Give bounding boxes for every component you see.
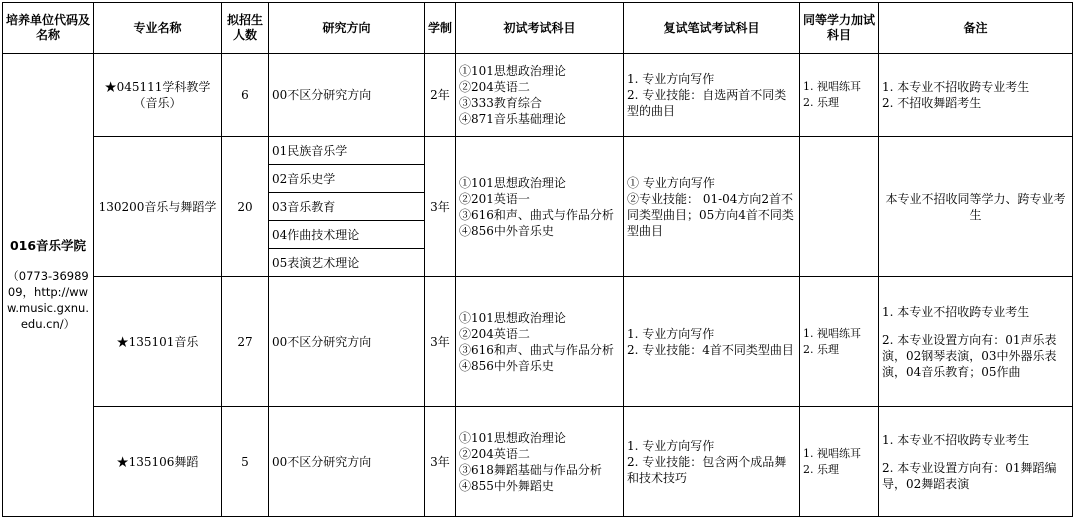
enroll-count: 5 <box>222 407 269 517</box>
header-row <box>3 3 1073 54</box>
remarks <box>879 137 1073 277</box>
direction: 05表演艺术理论 <box>269 249 425 277</box>
header-prelim: 初试考试科目 <box>456 3 624 54</box>
years: 2年 <box>425 54 456 137</box>
equiv-subject: 1. 视唱练耳 <box>803 326 861 340</box>
retest-subject: 2. 专业技能：4首不同类型曲目 <box>627 342 794 357</box>
retest-subject: 2. 专业技能：自选两首不同类型的曲目 <box>627 88 787 118</box>
equiv-subjects <box>800 137 879 277</box>
retest-subjects <box>624 137 800 277</box>
prelim-subject: ④856中外音乐史 <box>459 223 554 238</box>
direction: 03音乐教育 <box>269 193 425 221</box>
enroll-count: 20 <box>222 137 269 277</box>
years: 3年 <box>425 277 456 407</box>
unit-contact: （0773-3698909，http://www.music.gxnu.edu.cn/） <box>7 269 89 331</box>
prelim-subject: ②204英语二 <box>459 326 530 341</box>
equiv-subject: 1. 视唱练耳 <box>803 80 861 93</box>
header-retest: 复试笔试考试科目 <box>624 3 800 54</box>
equiv-subjects <box>800 277 879 407</box>
header-enroll: 拟招生人数 <box>222 3 269 54</box>
enroll-count: 6 <box>222 54 269 137</box>
major-name: ★135101音乐 <box>94 277 222 407</box>
header-equiv: 同等学力加试科目 <box>800 3 879 54</box>
table-row <box>3 54 1073 137</box>
prelim-subject: ③333教育综合 <box>459 96 542 110</box>
remarks <box>879 277 1073 407</box>
prelim-subject: ①101思想政治理论 <box>459 430 566 445</box>
direction: 00不区分研究方向 <box>269 277 425 407</box>
header-remarks: 备注 <box>879 3 1073 54</box>
header-direction: 研究方向 <box>269 3 425 54</box>
unit-name: 016音乐学院 <box>9 238 87 253</box>
prelim-subjects <box>456 277 624 407</box>
major-name: 130200音乐与舞蹈学 <box>94 137 222 277</box>
prelim-subjects <box>456 54 624 137</box>
major-name: ★045111学科教学（音乐） <box>94 54 222 137</box>
direction: 02音乐史学 <box>269 165 425 193</box>
enroll-count: 27 <box>222 277 269 407</box>
prelim-subject: ④871音乐基础理论 <box>459 112 566 126</box>
remarks <box>879 54 1073 137</box>
table-row <box>3 277 1073 407</box>
direction: 04作曲技术理论 <box>269 221 425 249</box>
remark-line: 2. 本专业设置方向有：01声乐表演，02钢琴表演，03中外器乐表演，04音乐教育；05作曲 <box>882 332 1057 379</box>
prelim-subjects <box>456 407 624 517</box>
retest-subjects <box>624 54 800 137</box>
years: 3年 <box>425 407 456 517</box>
remark-line: 1. 本专业不招收跨专业考生 <box>882 304 1030 319</box>
retest-subject: ②专业技能： 01-04方向2首不同类型曲目；05方向4首不同类型曲目 <box>627 191 794 238</box>
remark-spacer <box>882 448 1069 460</box>
prelim-subject: ④855中外舞蹈史 <box>459 478 554 493</box>
header-years: 学制 <box>425 3 456 54</box>
retest-subjects <box>624 407 800 517</box>
unit-cell <box>3 54 94 517</box>
direction: 00不区分研究方向 <box>269 407 425 517</box>
remark-line: 2. 不招收舞蹈考生 <box>882 96 982 110</box>
remark-spacer <box>882 320 1069 332</box>
prelim-subject: ①101思想政治理论 <box>459 310 566 325</box>
remarks <box>879 407 1073 517</box>
header-major: 专业名称 <box>94 3 222 54</box>
retest-subject: 1. 专业方向写作 <box>627 72 715 86</box>
prelim-subject: ①101思想政治理论 <box>459 175 566 190</box>
remark-line: 1. 本专业不招收跨专业考生 <box>882 432 1030 447</box>
direction: 00不区分研究方向 <box>269 54 425 137</box>
prelim-subject: ①101思想政治理论 <box>459 64 566 78</box>
prelim-subject: ④856中外音乐史 <box>459 358 554 373</box>
prelim-subject: ③616和声、曲式与作品分析 <box>459 207 614 222</box>
prelim-subjects <box>456 137 624 277</box>
retest-subject: 1. 专业方向写作 <box>627 438 715 453</box>
equiv-subjects <box>800 54 879 137</box>
equiv-subject: 1. 视唱练耳 <box>803 446 861 460</box>
retest-subject: 1. 专业方向写作 <box>627 326 715 341</box>
header-unit: 培养单位代码及名称 <box>3 3 94 54</box>
prelim-subject: ③616和声、曲式与作品分析 <box>459 342 614 357</box>
equiv-subject: 2. 乐理 <box>803 96 839 109</box>
major-name: ★135106舞蹈 <box>94 407 222 517</box>
prelim-subject: ②201英语一 <box>459 191 530 206</box>
prelim-subject: ②204英语二 <box>459 80 530 94</box>
prelim-subject: ③618舞蹈基础与作品分析 <box>459 462 602 477</box>
years: 3年 <box>425 137 456 277</box>
retest-subjects <box>624 277 800 407</box>
direction: 01民族音乐学 <box>269 137 425 165</box>
remark-line: 1. 本专业不招收跨专业考生 <box>882 80 1030 94</box>
retest-subject: 2. 专业技能：包含两个成品舞和技术技巧 <box>627 454 787 485</box>
remark-line: 本专业不招收同等学力、跨专业考生 <box>885 191 1066 222</box>
equiv-subject: 2. 乐理 <box>803 462 839 476</box>
equiv-subject: 2. 乐理 <box>803 342 839 356</box>
table-row <box>3 137 1073 165</box>
retest-subject: ① 专业方向写作 <box>627 175 715 190</box>
admissions-table <box>2 2 1073 517</box>
prelim-subject: ②204英语二 <box>459 446 530 461</box>
equiv-subjects <box>800 407 879 517</box>
remark-line: 2. 本专业设置方向有：01舞蹈编导，02舞蹈表演 <box>882 460 1057 491</box>
table-row <box>3 407 1073 517</box>
